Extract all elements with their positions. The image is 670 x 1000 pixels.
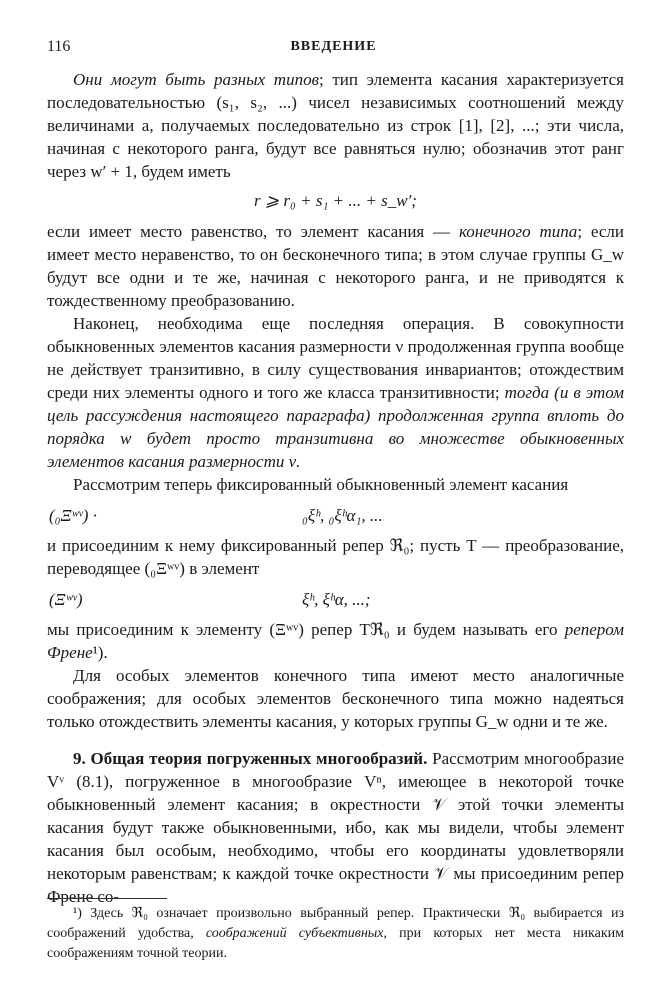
equation-left: (Ξʷᵛ) — [49, 590, 83, 609]
section-heading: 9. Общая теория погруженных многообразий. — [73, 749, 428, 768]
footnote-rule — [47, 898, 167, 899]
italic-lead: Они могут быть разных типов — [73, 70, 319, 89]
text-span: , при которых нет места никаким соображениям точной теории. — [47, 926, 624, 961]
text-span: мы присоединим к элементу (Ξʷᵛ) репер Tℜ₀ и будем называть его — [47, 620, 565, 639]
rank-inequality: r ⩾ r₀ + s₁ + ... + s_w′; — [254, 191, 417, 210]
equation-left: (₀Ξʷᵛ) · — [49, 506, 97, 525]
paragraph-singular-elements: Для особых элементов конечного типа имеют место аналогичные соображения; для особых элементов бесконечного типа можно надеяться только отождествить элементы касания, у которых группы G_w одни и те же. — [47, 666, 624, 731]
term-frenet-frame: репером Френе — [47, 620, 624, 662]
section-9 — [47, 747, 624, 908]
page-header — [47, 38, 620, 62]
text-span: ¹) Здесь ℜ₀ означает произвольно выбранный репер. Практически ℜ₀ выбирается из соображений удобства, — [47, 906, 624, 941]
paragraph-finite-type — [47, 220, 624, 312]
text-span: Наконец, необходима еще последняя операция. В совокупности обыкновенных элементов касания размерности ν продолженная группа вообще не действует транзитивно, в силу существования инвариантов; отождествим среди них элементы одного и того же класса транзитивности; — [47, 314, 624, 402]
paragraph-frame: и присоединим к нему фиксированный репер ℜ₀; пусть T — преобразование, переводящее (₀Ξʷᵛ) в элемент — [47, 536, 624, 578]
text-span: если имеет место равенство, то элемент касания — — [47, 222, 459, 241]
running-title: ВВЕДЕНИЕ — [290, 39, 377, 54]
paragraph-frenet — [47, 618, 624, 664]
text-span: ¹). — [92, 643, 108, 662]
paragraph-types — [47, 68, 624, 183]
footnote — [47, 904, 624, 964]
text-span: ; если имеет место неравенство, то он бесконечного типа; в этом случае группы G_w будут все одни и те же, начиная с некоторого ранга, и не приводятся к тождественному преобразованию. — [47, 222, 624, 310]
section-text: Рассмотрим многообразие Vᵛ (8.1), погруженное в многообразие Vⁿ, имеющее в некоторой точке обыкновенный элемент касания; в окрестности 𝒱 этой точки элементы касания будут также обыкновенными, ибо, как мы видели, чтобы элемент касания был особым, необходимо, чтобы его координаты удовлетворяли некоторым равенствам; к каждой точке окрестности 𝒱 мы присоединим репер Френе со- — [47, 749, 624, 906]
paragraph-text: ; тип элемента касания характеризуется последовательностью (s₁, s₂, ...) чисел независимых соотношений между величинами a, получаемых последовательно из строк [1], [2], ...; эти числа, начиная с некоторого ранга, будут все равняться нулю; обозначив этот ранг через w′ + 1, будем иметь — [47, 70, 624, 181]
paragraph-fixed-element: Рассмотрим теперь фиксированный обыкновенный элемент касания — [73, 475, 569, 494]
term-finite-type: конечного типа — [458, 222, 578, 241]
italic-statement: тогда (и в этом цель рассуждения настоящего параграфа) продолженная группа вплоть до порядка w будет просто транзитивна во множестве обыкновенных элементов касания размерности ν. — [47, 383, 624, 471]
equation-right: ξʰ, ξʰα, ...; — [302, 590, 371, 609]
equation-right: ₀ξʰ, ₀ξʰα₁, ... — [302, 506, 383, 525]
footnote-text — [47, 904, 624, 964]
footnote-italic: соображений субъективных — [205, 926, 384, 941]
page-number: 116 — [47, 38, 71, 55]
equation-fixed-element — [47, 496, 624, 534]
paragraph-last-operation — [47, 312, 624, 473]
equation-element — [47, 580, 624, 618]
page-body — [47, 68, 624, 908]
